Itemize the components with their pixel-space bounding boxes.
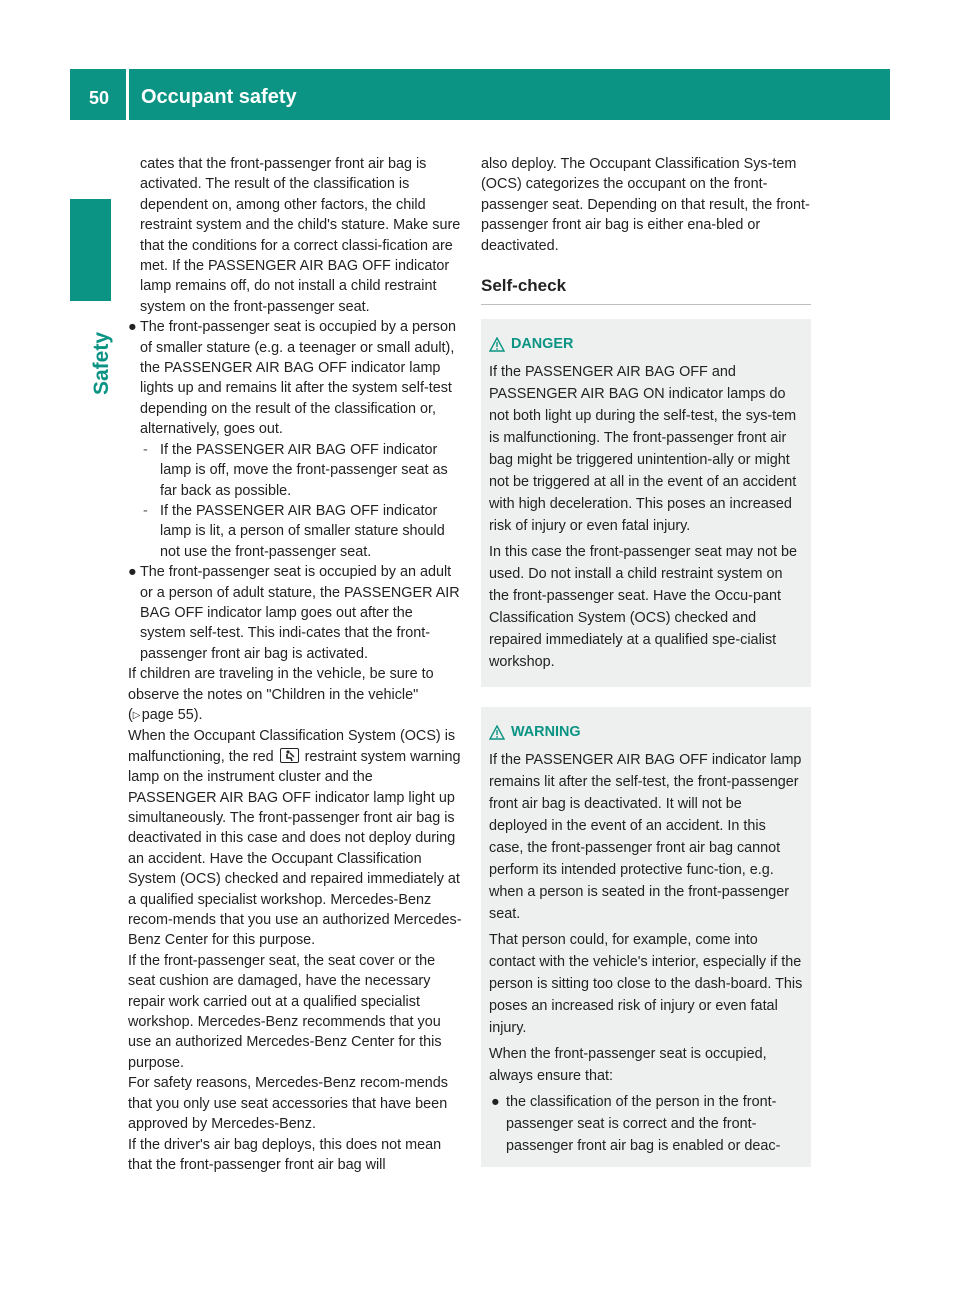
paragraph-text: When the Occupant Classification System (OCS) is malfunctioning, the red [128, 728, 456, 765]
list-item [128, 317, 462, 439]
warning-triangle-icon [489, 337, 505, 352]
paragraph-text: restraint system warning lamp on the instrument cluster and the PASSENGER AIR BAG OFF indicator lamp light up simultaneously. The front-passenger front air bag is deactivated in this case and does not deploy during an accident. Have the Occupant Classification System (OCS) checked and repaired immediately at a qualified specialist workshop. Mercedes-Benz recom-mends that you use an authorized Mercedes-Benz Center for this purpose. [128, 748, 462, 949]
page-ref-arrow-icon: ▷ [132, 709, 141, 721]
danger-text: In this case the front-passenger seat may not be used. Do not install a child restraint system on the front-passenger seat. Have the Occu-pant Classification System (OCS) checked and repaired immediately at a qualified spe-cialist workshop. [489, 544, 797, 671]
danger-label: DANGER [511, 336, 574, 353]
header-divider [126, 69, 129, 120]
danger-text: If the PASSENGER AIR BAG OFF and PASSENGER AIR BAG ON indicator lamps do not both light up during the self-test, the sys-tem is malfunctioning. The front-passenger front air bag might be triggered unintention-ally or might not be triggered at all in the event of an accident with high deceleration. This poses an increased risk of injury or even fatal injury. [489, 364, 797, 535]
warning-box [481, 707, 811, 1167]
sub-list-item [128, 501, 462, 562]
paragraph: also deploy. The Occupant Classification Sys-tem (OCS) categorizes the occupant on the front-passenger seat. Depending on that result, the front-passenger front air bag is either ena-bled or deactivated. [481, 156, 810, 254]
list-item-text: the classification of the person in the front-passenger seat is correct and the front-passenger front air bag is enabled or deac- [506, 1094, 781, 1155]
paragraph: If the front-passenger seat, the seat cover or the seat cushion are damaged, have the necessary repair work carried out at a qualified specialist workshop. Mercedes-Benz recommends that you use an authorized Mercedes-Benz Center for this purpose. [128, 952, 442, 1071]
paragraph: For safety reasons, Mercedes-Benz recom-mends that you only use seat accessories that have been approved by Mercedes-Benz. [128, 1075, 448, 1133]
section-label-text: Safety [90, 331, 113, 395]
bullet-icon: ● [491, 1094, 500, 1111]
restraint-system-icon [280, 748, 299, 763]
list-item-text: The front-passenger seat is occupied by an adult or a person of adult stature, the PASSENGER AIR BAG OFF indicator lamp goes out after the system self-test. This indi-cates that the front-passenger front air bag is activated. [140, 564, 460, 662]
page-header [70, 69, 890, 120]
list-item [128, 562, 462, 664]
warning-text: When the front-passenger seat is occupied, always ensure that: [489, 1046, 767, 1085]
bullet-icon: ● [128, 564, 137, 581]
list-item [489, 1091, 803, 1157]
right-column [481, 154, 811, 1167]
dash-icon: - [143, 441, 148, 458]
page-ref-link[interactable]: page 55). [141, 706, 203, 723]
danger-box [481, 319, 811, 687]
bullet-icon: ● [128, 319, 137, 336]
paragraph [128, 726, 462, 950]
sub-list-item-text: If the PASSENGER AIR BAG OFF indicator lamp is lit, a person of smaller stature should not use the front-passenger seat. [160, 502, 445, 560]
warning-label: WARNING [511, 724, 581, 741]
warning-triangle-icon [489, 725, 505, 740]
list-item-text: The front-passenger seat is occupied by a person of smaller stature (e.g. a teenager or small adult), the PASSENGER AIR BAG OFF indicator lamp lights up and remains lit after the system self-test depending on the result of the classification or, alternatively, goes out. [140, 319, 456, 438]
paragraph-text: If children are traveling in the vehicle, be sure to observe the notes on "Children in the vehicle" [128, 666, 434, 703]
paragraph: If children are traveling in the vehicle, be sure to observe the notes on "Children in the vehicle" (▷ page 55). [128, 666, 434, 723]
dash-icon: - [143, 502, 148, 519]
warning-title [489, 721, 803, 743]
page-number: 50 [89, 88, 110, 108]
paragraph: If the driver's air bag deploys, this does not mean that the front-passenger front air bag will [128, 1136, 442, 1173]
warning-text: That person could, for example, come into contact with the vehicle's interior, especially if the person is sitting too close to the dash-board. This poses an increased risk of injury or even fatal injury. [489, 932, 803, 1037]
paragraph: cates that the front-passenger front air bag is activated. The result of the classification is dependent on, among other factors, the child restraint system and the child's stature. Make sure that the conditions for a correct classi-fication are met. If the PASSENGER AIR BAG OFF indicator lamp remains off, do not install a child restraint system on the front-passenger seat. [140, 156, 461, 315]
section-heading: Self-check [481, 276, 811, 305]
section-label [70, 331, 113, 485]
section-tab [70, 199, 111, 301]
danger-title [489, 333, 803, 355]
page-title: Occupant safety [141, 86, 297, 108]
left-column [128, 154, 462, 1175]
sub-list-item-text: If the PASSENGER AIR BAG OFF indicator lamp is off, move the front-passenger seat as far back as possible. [160, 441, 448, 499]
warning-text: If the PASSENGER AIR BAG OFF indicator lamp remains lit after the self-test, the front-passenger front air bag is deactivated. It will not be deployed in the event of an accident. In this case, the front-passenger front air bag cannot perform its intended protective func-tion, e.g. when a person is seated in the front-passenger seat. [489, 752, 802, 923]
sub-list-item [128, 440, 462, 501]
